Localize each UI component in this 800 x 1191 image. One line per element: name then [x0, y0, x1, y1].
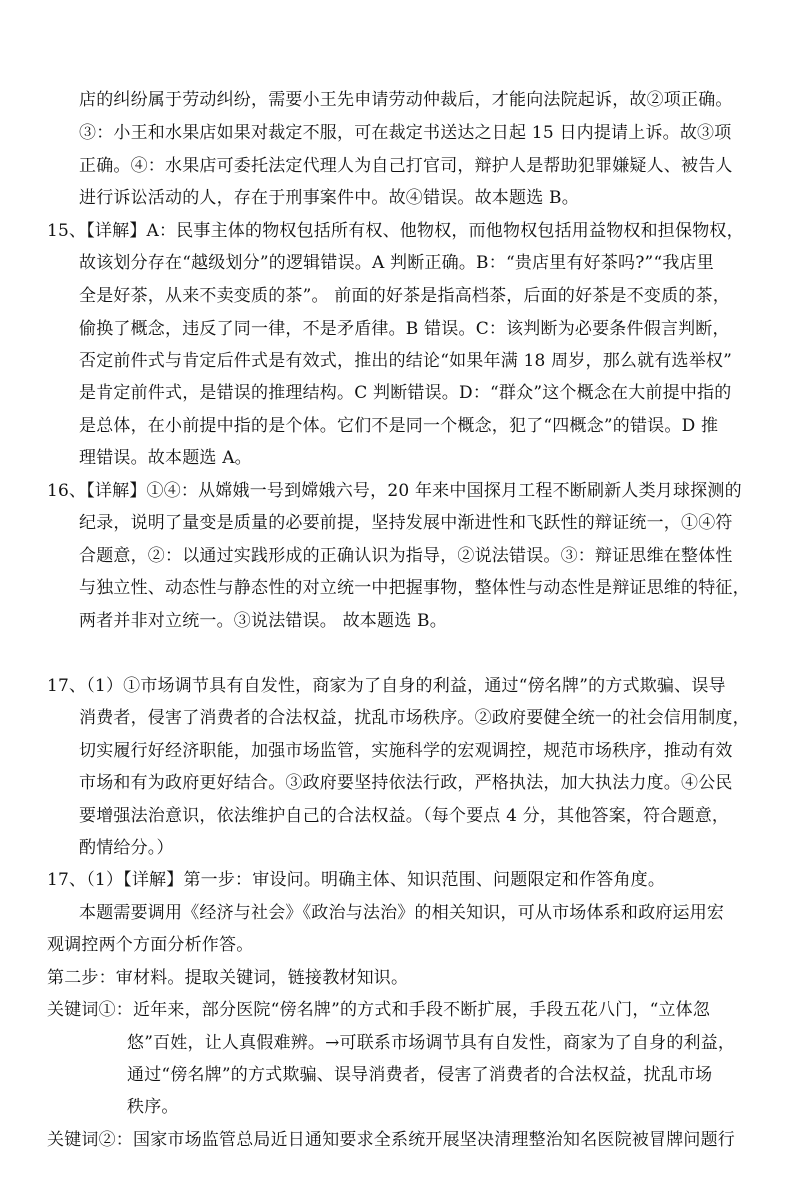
- text-line: 第二步：审材料。提取关键词，链接教材知识。: [47, 968, 409, 988]
- text-line: 秩序。: [127, 1097, 179, 1117]
- text-line: 切实履行好经济职能，加强市场监管，实施科学的宏观调控，规范市场秩序，推动有效: [79, 741, 733, 761]
- text-line: 关键词②：国家市场监管总局近日通知要求全系统开展坚决清理整治知名医院被冒牌问题行: [47, 1130, 735, 1150]
- text-line: 17、（1）【详解】第一步：审设问。明确主体、知识范围、问题限定和作答角度。: [47, 870, 666, 890]
- text-line: 店的纠纷属于劳动纠纷，需要小王先申请劳动仲裁后，才能向法院起诉，故②项正确。: [79, 90, 733, 110]
- text-line: 关键词①：近年来，部分医院“傍名牌”的方式和手段不断扩展，手段五花八门，“立体忽: [47, 1000, 711, 1020]
- text-line: 理错误。故本题选 A。: [79, 448, 252, 468]
- text-line: 偷换了概念，违反了同一律，不是矛盾律。B 错误。C：该判断为必要条件假言判断，: [79, 319, 730, 339]
- text-line: 17、（1）①市场调节具有自发性，商家为了自身的利益，通过“傍名牌”的方式欺骗、误导: [47, 676, 726, 696]
- text-line: 全是好茶，从来不卖变质的茶”。 前面的好茶是指高档茶，后面的好茶是不变质的茶，: [79, 286, 730, 306]
- text-line: ③：小王和水果店如果对裁定不服，可在裁定书送达之日起 15 日内提请上诉。故③项: [79, 123, 732, 143]
- text-line: 正确。④：水果店可委托法定代理人为自己打官司，辩护人是帮助犯罪嫌疑人、被告人: [79, 156, 733, 176]
- text-line: 纪录，说明了量变是质量的必要前提，坚持发展中渐进性和飞跃性的辩证统一，①④符: [79, 513, 733, 533]
- text-line: 是总体，在小前提中指的是个体。它们不是同一个概念，犯了“四概念”的错误。D 推: [79, 416, 719, 436]
- text-line: 酌情给分。）: [79, 838, 174, 858]
- text-line: 悠”百姓，让人真假难辨。→可联系市场调节具有自发性，商家为了自身的利益，: [127, 1033, 736, 1053]
- text-line: 与独立性、动态性与静态性的对立统一中把握事物，整体性与动态性是辩证思维的特征，: [79, 578, 750, 598]
- text-line: 是肯定前件式，是错误的推理结构。C 判断错误。D：“群众”这个概念在大前提中指的: [79, 383, 732, 403]
- text-line: 两者并非对立统一。③说法错误。 故本题选 B。: [79, 611, 447, 631]
- text-line: 本题需要调用《经济与社会》《政治与法治》的相关知识，可从市场体系和政府运用宏: [79, 903, 725, 923]
- text-line: 故该划分存在“越级划分”的逻辑错误。A 判断正确。B：“贵店里有好茶吗?”“我店里: [79, 253, 714, 273]
- text-line: 进行诉讼活动的人，存在于刑事案件中。故④错误。故本题选 B。: [79, 188, 579, 208]
- text-line: 市场和有为政府更好结合。③政府要坚持依法行政，严格执法，加大执法力度。④公民: [79, 773, 733, 793]
- text-line: 要增强法治意识，依法维护自己的合法权益。（每个要点 4 分，其他答案，符合题意，: [79, 806, 730, 826]
- text-line: 否定前件式与肯定后件式是有效式，推出的结论“如果年满 18 周岁，那么就有选举权”: [79, 351, 733, 371]
- text-line: 15、【详解】A：民事主体的物权包括所有权、他物权，而他物权包括用益物权和担保物权，: [47, 221, 744, 241]
- text-line: 合题意，②：以通过实践形成的正确认识为指导，②说法错误。③：辩证思维在整体性: [79, 546, 733, 566]
- text-line: 消费者，侵害了消费者的合法权益，扰乱市场秩序。②政府要健全统一的社会信用制度，: [79, 708, 750, 728]
- text-line: 通过“傍名牌”的方式欺骗、误导消费者，侵害了消费者的合法权益，扰乱市场: [127, 1065, 713, 1085]
- text-line: 观调控两个方面分析作答。: [47, 935, 254, 955]
- text-line: 16、【详解】①④：从嫦娥一号到嫦娥六号，20 年来中国探月工程不断刷新人类月球探测的: [47, 481, 742, 501]
